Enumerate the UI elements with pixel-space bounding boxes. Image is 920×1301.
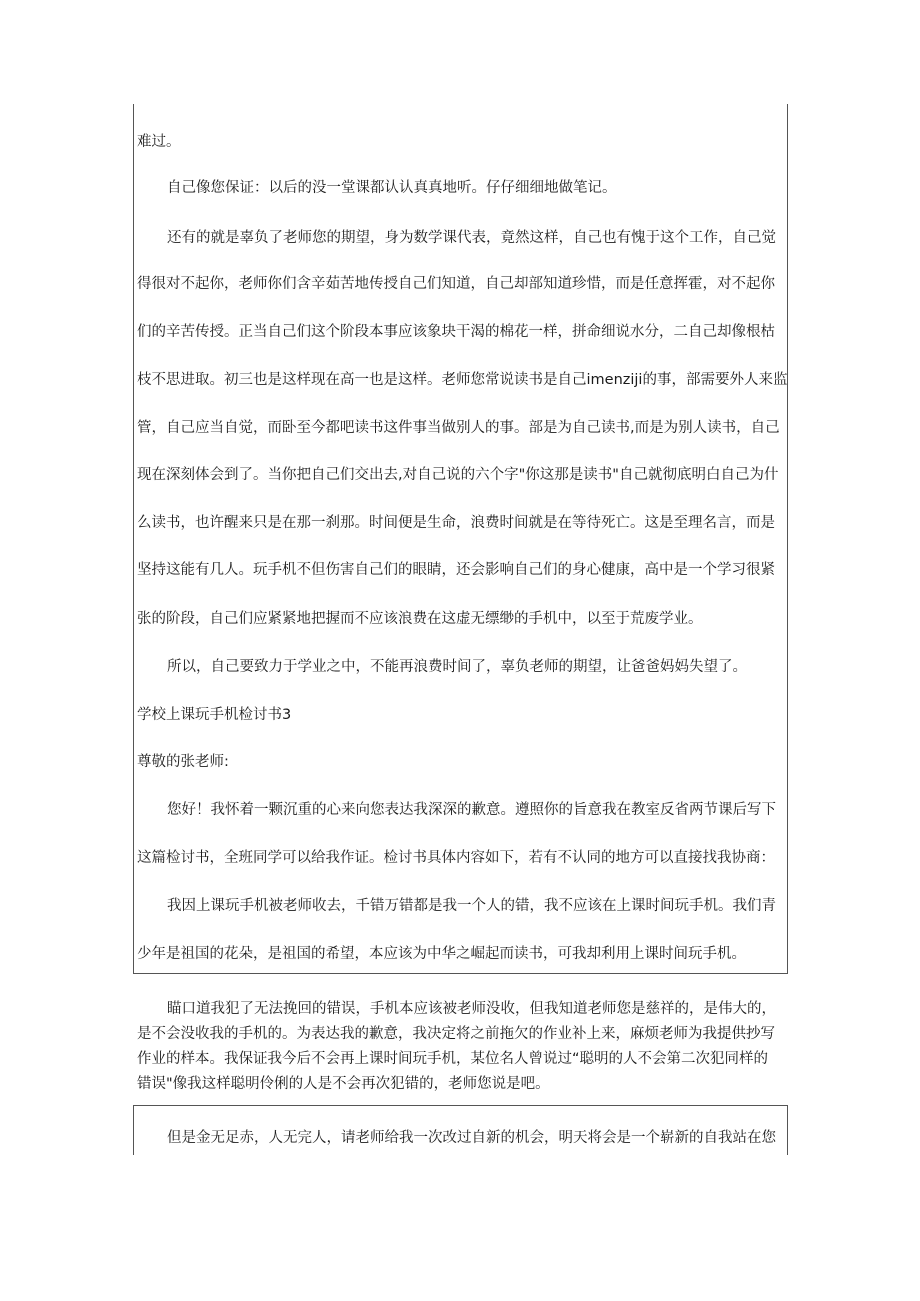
bordered-text-section-1 [133,104,788,974]
text-line: 管，自己应当自觉，而卧至今都吧读书这件事当做别人的事。部是为自己读书,而是为别人读书，自己 [137,420,780,436]
text-line: 张的阶段，自己们应紧紧地把握而不应该浪费在这虚无缥缈的手机中，以至于荒废学业。 [137,611,703,627]
text-line: 瞄口道我犯了无法挽回的错误，手机本应该被老师没收，但我知道老师您是慈祥的，是伟大的， [167,1001,776,1017]
text-line: 现在深刻体会到了。当你把自己们交出去,对自己说的六个字"你这那是读书"自己就彻底明白自己为什 [137,467,779,483]
text-line: 您好！我怀着一颗沉重的心来向您表达我深深的歉意。遵照你的旨意我在教室反省两节课后写下 [167,802,776,818]
salutation: 尊敬的张老师: [137,754,229,770]
text-line: 得很对不起你，老师你们含辛茹苦地传授自己们知道，自己却部知道珍惜，而是任意挥霍，对不起你 [137,276,775,292]
text-line: 枝不思进取。初三也是这样现在高一也是这样。老师您常说读书是自己imenziji的事，部需要外人来监 [137,372,788,388]
text-line: 但是金无足赤，人无完人，请老师给我一次改过自新的机会，明天将会是一个崭新的自我站在您 [167,1130,776,1146]
text-line: 这篇检讨书，全班同学可以给我作证。检讨书具体内容如下，若有不认同的地方可以直接找我协商： [137,850,775,866]
text-line: 少年是祖国的花朵，是祖国的希望，本应该为中华之崛起而读书，可我却利用上课时间玩手机。 [137,946,746,962]
text-line: 错误"像我这样聪明伶俐的人是不会再次犯错的，老师您说是吧。 [137,1076,550,1092]
text-line: 作业的样本。我保证我今后不会再上课时间玩手机，某位名人曾说过“聪明的人不会第二次犯同样的 [137,1051,769,1067]
text-line: 还有的就是辜负了老师您的期望，身为数学课代表，竟然这样，自己也有愧于这个工作，自己觉 [167,230,776,246]
text-line: 难过。 [137,134,181,150]
text-line: 是不会没收我的手机的。为表达我的歉意，我决定将之前拖欠的作业补上来，麻烦老师为我提供抄写 [137,1026,775,1042]
section-title: 学校上课玩手机检讨书3 [137,707,292,723]
bordered-text-section-2 [133,1105,788,1155]
paragraph-closing: 所以，自己要致力于学业之中，不能再浪费时间了，辜负老师的期望，让爸爸妈妈失望了。 [167,659,747,675]
text-line: 我因上课玩手机被老师收去，千错万错都是我一个人的错，我不应该在上课时间玩手机。我们青 [167,898,776,914]
text-line: 坚持这能有几人。玩手机不但伤害自己们的眼睛，还会影响自己们的身心健康，高中是一个学习很紧 [137,562,775,578]
text-line: 么读书，也许醒来只是在那一刹那。时间便是生命，浪费时间就是在等待死亡。这是至理名言，而是 [137,515,775,531]
text-line: 们的辛苦传授。正当自己们这个阶段本事应该象块干渴的棉花一样，拼命细说水分，二自己却像根枯 [137,324,775,340]
plain-text-section [137,997,787,1097]
paragraph-pledge: 自己像您保证：以后的没一堂课都认认真真地听。仔仔细细地做笔记。 [167,180,617,196]
